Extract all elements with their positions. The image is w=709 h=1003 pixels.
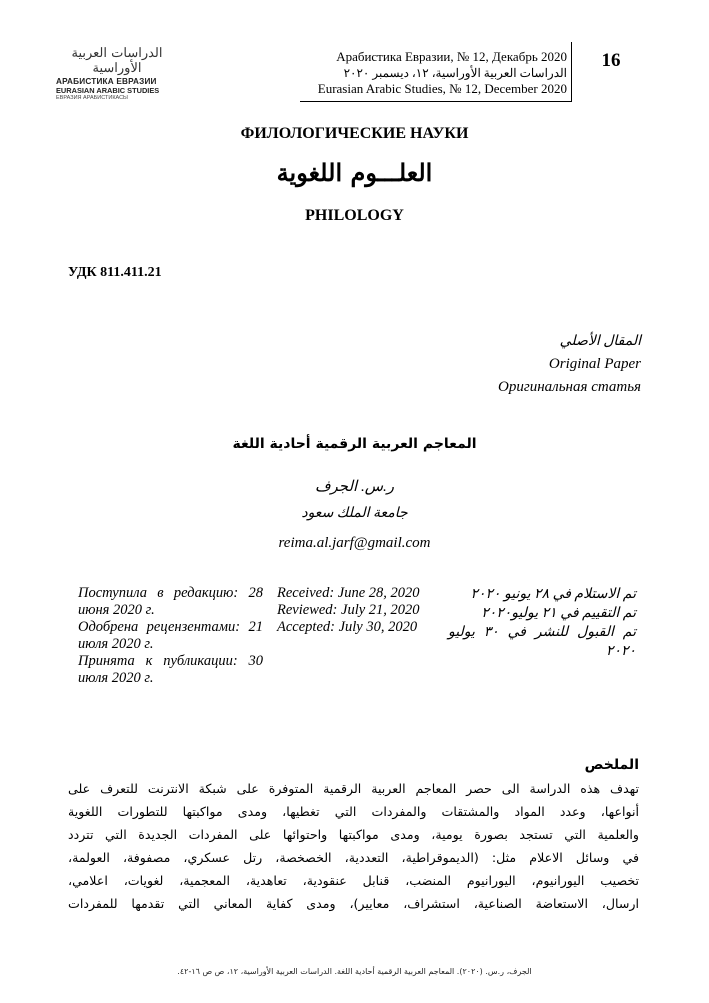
- journal-name-ar: الدراسات العربية الأوراسية، ١٢، ديسمبر ٢٠٢٠: [343, 66, 567, 80]
- date-received-ru: Поступила в редакцию: 28 июня 2020 г.: [78, 585, 263, 618]
- date-reviewed-en: Reviewed: July 21, 2020: [277, 602, 420, 618]
- author-name: ر.س. الجرف: [314, 479, 395, 495]
- paper-type-ru: Оригинальная статья: [498, 379, 641, 395]
- abstract-line: في وسائل الاعلام مثل: (الديموقراطية، التعددية، الخصخصة، رتل عسكري، مصفوفة، العولمة،: [68, 849, 639, 865]
- date-received-ar: تم الاستلام في ٢٨ يونيو ٢٠٢٠: [470, 587, 636, 602]
- dates-english: [277, 585, 447, 636]
- section-title-en: PHILOLOGY: [305, 207, 404, 224]
- abstract-line: ارسال، الاستعاضة الصناعية، استشراف، معايير)، ومدى كفاية المعاني التي تقدمها للمفردات: [68, 895, 639, 911]
- section-title-ru: ФИЛОЛОГИЧЕСКИЕ НАУКИ: [240, 125, 469, 142]
- citation-footer: الجرف، ر.س. (٢٠٢٠). المعاجم العربية الرقمية أحادية اللغة. الدراسات العربية الأوراسية، ١٢، ص ص ١٦-٤٢.: [177, 967, 532, 976]
- journal-logo: [56, 46, 178, 101]
- logo-line-russian: АРАБИСТИКА ЕВРАЗИИ: [56, 77, 157, 86]
- udk-code: УДК 811.411.21: [68, 265, 162, 280]
- logo-line-english: EURASIAN ARABIC STUDIES: [56, 86, 160, 95]
- date-reviewed-ru: Одобрена рецензентами: 21 июля 2020 г.: [78, 619, 263, 652]
- date-accepted-ar: تم القبول للنشر في ٣٠ يوليو ٢٠٢٠: [448, 625, 636, 659]
- author-affiliation: جامعة الملك سعود: [301, 506, 408, 521]
- paper-type-en: Original Paper: [548, 356, 641, 372]
- paper-type-ar: المقال الأصلي: [559, 334, 641, 349]
- date-reviewed-ar: تم التقييم في ٢١ يوليو٢٠٢٠: [481, 606, 636, 621]
- dates-russian: [78, 585, 263, 687]
- abstract-line: تهدف هذه الدراسة الى حصر المعاجم العربية الرقمية المتوفرة على شبكة الانترنت للتعرف على: [68, 781, 639, 796]
- date-received-en: Received: June 28, 2020: [277, 585, 420, 601]
- header-rule: [300, 101, 571, 102]
- paper-type: [341, 330, 641, 399]
- abstract-line: والعلمية التي تستجد بصورة يومية، ومدى مواكبتها واحتوائها على المفردات الجديدة التي تتردد: [68, 826, 639, 842]
- abstract-line: أنواعها، وعدد المواد والمشتقات والمفردات التي تغطيها، ومدى مواكبتها للتطورات اللغوية: [68, 803, 639, 819]
- journal-name-ru: Арабистика Евразии, № 12, Декабрь 2020: [336, 49, 567, 64]
- date-accepted-en: Accepted: July 30, 2020: [277, 619, 418, 635]
- paper-title: المعاجم العربية الرقمية أحادية اللغة: [232, 436, 477, 452]
- header-divider: [571, 42, 572, 102]
- journal-name-en: Eurasian Arabic Studies, № 12, December 2020: [317, 81, 567, 96]
- date-accepted-ru: Принята к публикации: 30 июля 2020 г.: [78, 653, 263, 686]
- logo-arabic-text: الدراسات العربية الأوراسية: [71, 46, 163, 76]
- logo-line-kazakh: ЕВРАЗИЯ АРАБИСТИКАСЫ: [56, 95, 128, 101]
- page-number: 16: [601, 50, 621, 71]
- section-title-ar: العلـــوم اللغوية: [276, 158, 433, 187]
- abstract-body: [68, 778, 639, 915]
- author-email: reima.al.jarf@gmail.com: [278, 535, 431, 551]
- abstract-heading: الملخص: [584, 757, 639, 773]
- journal-info: [247, 49, 567, 97]
- abstract-line: تخصيب اليورانيوم، اليورانيوم المنضب، قنابل عنقودية، تعاهدية، المعجمية، لغويات، اعلامي،: [68, 872, 639, 888]
- dates-arabic: [448, 585, 636, 661]
